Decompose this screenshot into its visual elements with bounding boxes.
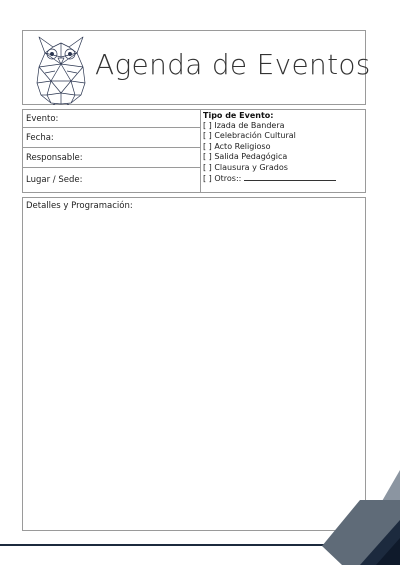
corner-darkest-shape [376, 538, 400, 565]
event-type-option[interactable]: [ ] Clausura y Grados [203, 162, 288, 172]
footer-rule [0, 544, 340, 546]
event-info-table [22, 109, 366, 193]
other-blank-line[interactable] [244, 173, 336, 181]
details-label: Detalles y Programación: [26, 201, 133, 211]
page-title: Agenda de Eventos [95, 48, 371, 81]
other-label: [ ] Otros:: [203, 174, 242, 184]
responsible-label: Responsable: [26, 152, 83, 163]
event-type-section [203, 111, 365, 184]
corner-dark-shape [360, 520, 400, 565]
responsible-field[interactable] [23, 148, 200, 168]
details-box[interactable] [22, 197, 366, 531]
owl-icon [31, 33, 91, 105]
event-field[interactable] [23, 110, 200, 128]
event-type-option[interactable]: [ ] Celebración Cultural [203, 131, 296, 141]
date-label: Fecha: [26, 132, 54, 143]
event-type-title: Tipo de Evento: [203, 111, 274, 120]
location-label: Lugar / Sede: [26, 175, 83, 185]
location-field[interactable] [23, 168, 200, 192]
date-field[interactable] [23, 128, 200, 148]
event-type-option[interactable]: [ ] Acto Religioso [203, 141, 271, 151]
event-fields-column [23, 110, 201, 192]
header-box [22, 30, 371, 105]
event-label: Evento: [26, 113, 59, 124]
event-type-option[interactable]: [ ] Salida Pedagógica [203, 152, 288, 162]
event-type-option[interactable]: [ ] Izada de Bandera [203, 121, 285, 130]
event-type-other[interactable] [203, 173, 365, 184]
